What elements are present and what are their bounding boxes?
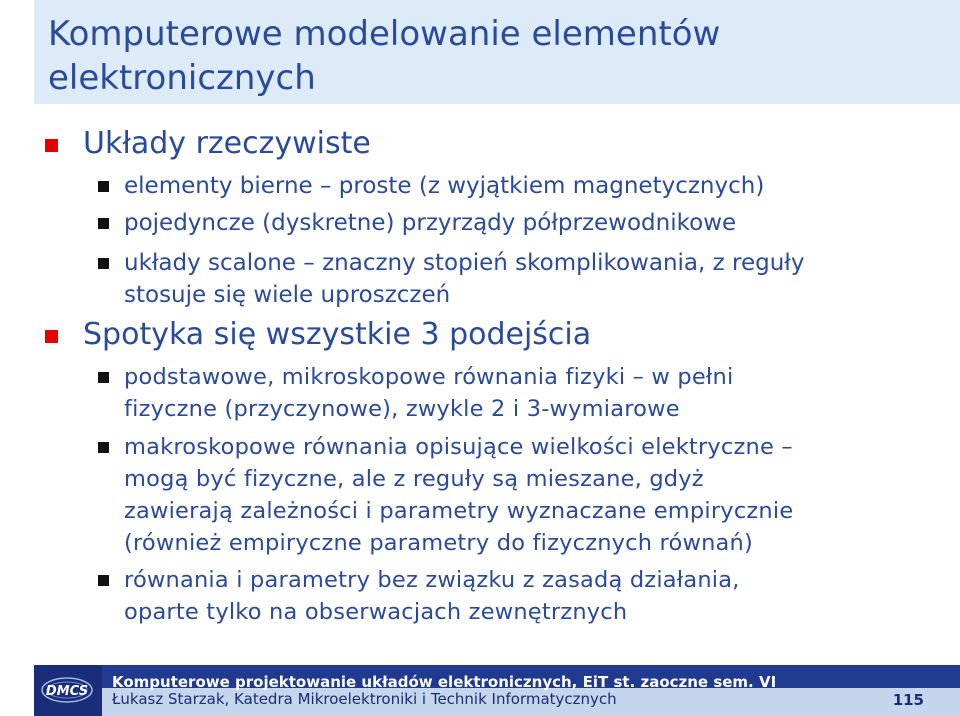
slide-footer [0, 665, 960, 716]
slide-title-line-2: elektronicznych [48, 58, 316, 98]
section-heading: Spotyka się wszystkie 3 podejścia [83, 317, 592, 352]
footer-author: Łukasz Starzak, Katedra Mikroelektroniki i Technik Informatycznych [112, 690, 617, 708]
slide-title [48, 12, 928, 100]
red-square-bullet-icon [45, 139, 58, 152]
list-item-line: zawierają zależności i parametry wyznaczane empirycznie [124, 498, 794, 524]
list-item-line: mogą być fizyczne, ale z reguły są mieszane, gdyż [124, 466, 704, 492]
list-item-line: fizyczne (przyczynowe), zwykle 2 i 3-wymiarowe [124, 396, 680, 422]
dmcs-logo-icon [40, 675, 94, 705]
list-item-line: podstawowe, mikroskopowe równania fizyki – w pełni [124, 364, 734, 390]
black-square-bullet-icon [98, 442, 109, 453]
list-item-line: elementy bierne – proste (z wyjątkiem magnetycznych) [124, 173, 765, 199]
footer-course-title: Komputerowe projektowanie układów elektronicznych, EiT st. zaoczne sem. VI [112, 673, 777, 691]
slide-title-line-1: Komputerowe modelowanie elementów [48, 14, 721, 54]
red-square-bullet-icon [45, 330, 58, 343]
black-square-bullet-icon [98, 575, 109, 586]
list-item-line: (również empiryczne parametry do fizycznych równań) [124, 530, 753, 556]
list-item-line: stosuje się wiele uproszczeń [124, 282, 451, 308]
black-square-bullet-icon [98, 258, 109, 269]
list-item-line: układy scalone – znaczny stopień skomplikowania, z reguły [124, 250, 805, 276]
section-heading: Układy rzeczywiste [83, 126, 371, 161]
black-square-bullet-icon [98, 372, 109, 383]
list-item-line: pojedyncze (dyskretne) przyrządy półprzewodnikowe [124, 210, 737, 236]
black-square-bullet-icon [98, 218, 109, 229]
dmcs-logo-text: DMCS [45, 684, 89, 699]
page-number: 115 [892, 691, 924, 709]
list-item-line: makroskopowe równania opisujące wielkości elektryczne – [124, 434, 793, 460]
list-item-line: równania i parametry bez związku z zasadą działania, [124, 567, 740, 593]
black-square-bullet-icon [98, 181, 109, 192]
list-item-line: oparte tylko na obserwacjach zewnętrznych [124, 599, 628, 625]
